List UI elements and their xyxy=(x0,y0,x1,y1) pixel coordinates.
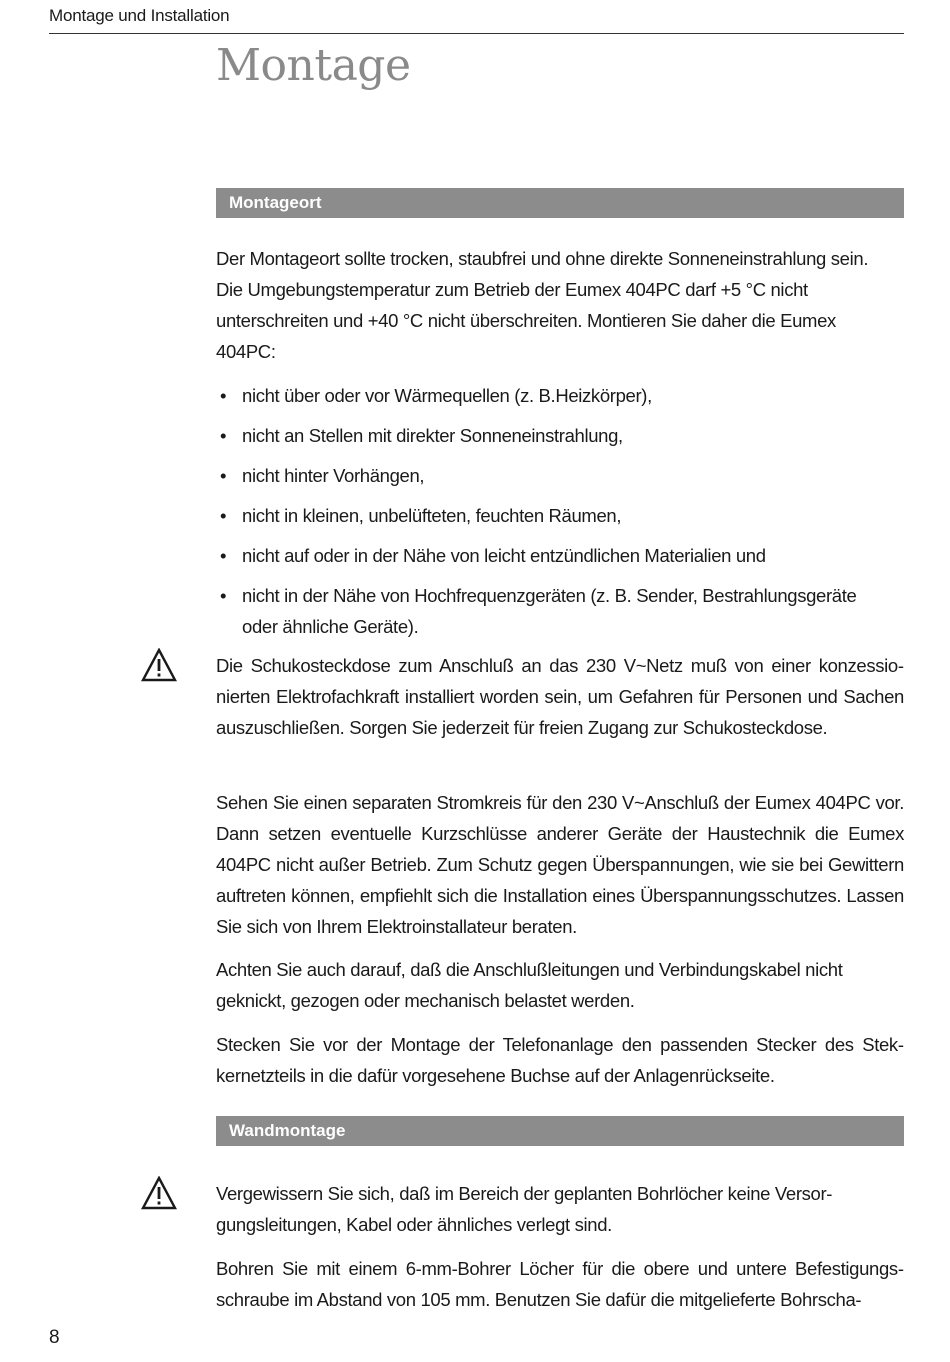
running-header: Montage und Installation xyxy=(49,6,230,25)
list-item: • nicht auf oder in der Nähe von leicht entzündlichen Materialien und xyxy=(216,540,904,571)
section-heading-wandmontage: Wandmontage xyxy=(216,1116,904,1146)
paragraph-circuit: Sehen Sie einen separaten Stromkreis für den 230 V~Anschluß der Eumex 404PC vor. Dann setzen eventuelle Kurzschlüsse anderer Geräte der Haustechnik die Eumex 404PC nicht außer Betrieb. Zum Schutz gegen Überspannungen, wie sie bei Gewittern auftreten können, empfiehlt sich die Installation eines Überspannungsschutzes. Lassen Sie sich von Ihrem Elektroinstallateur beraten. xyxy=(216,792,904,937)
warning-triangle-icon xyxy=(141,648,177,682)
list-item: • nicht in der Nähe von Hochfrequenzgeräten (z. B. Sender, Bestrahlungsgeräte oder ähnliche Geräte). xyxy=(216,580,892,642)
list-item: • nicht in kleinen, unbelüfteten, feuchten Räumen, xyxy=(216,500,904,531)
paragraph-plug: Stecken Sie vor der Montage der Telefonanlage den passenden Stecker des Stekkernetzteils in die dafür vorgesehene Buchse auf der Anlagenrückseite. xyxy=(216,1034,904,1086)
page-title: Montage xyxy=(216,40,411,91)
warning-triangle-icon xyxy=(141,1176,177,1210)
page-number: 8 xyxy=(49,1327,60,1348)
paragraph-cables: Achten Sie auch darauf, daß die Anschlußleitungen und Verbindungskabel nicht geknickt, gezogen oder mechanisch belastet werden. xyxy=(216,959,843,1011)
paragraph-intro: Der Montageort sollte trocken, staubfrei und ohne direkte Sonneneinstrahlung sein. Die Umgebungstemperatur zum Betrieb der Eumex 404PC darf +5 °C nicht unterschreiten und +40 °C nicht überschreiten. Montieren Sie daher die Eumex 404PC: xyxy=(216,248,869,362)
section-heading-montageort: Montageort xyxy=(216,188,904,218)
list-item: • nicht über oder vor Wärmequellen (z. B.Heizkörper), xyxy=(216,380,904,411)
header-rule xyxy=(49,33,904,34)
warning-paragraph-lines: Vergewissern Sie sich, daß im Bereich der geplanten Bohrlöcher keine Versorgungsleitungen, Kabel oder ähnliches verlegt sind. xyxy=(216,1183,833,1235)
list-item: • nicht an Stellen mit direkter Sonneneinstrahlung, xyxy=(216,420,904,451)
warning-paragraph-socket: Die Schukosteckdose zum Anschluß an das 230 V~Netz muß von einer konzessionierten Elektrofachkraft installiert worden sein, um Gefahren für Personen und Sachen auszuschließen. Sorgen Sie jederzeit für freien Zugang zur Schukosteckdose. xyxy=(216,655,904,738)
list-item: • nicht hinter Vorhängen, xyxy=(216,460,904,491)
paragraph-drill: Bohren Sie mit einem 6-mm-Bohrer Löcher für die obere und untere Befestigungsschraube im Abstand von 105 mm. Benutzen Sie dafür die mitgelieferte Bohrscha- xyxy=(216,1258,904,1310)
bullet-list-placement xyxy=(216,380,904,642)
